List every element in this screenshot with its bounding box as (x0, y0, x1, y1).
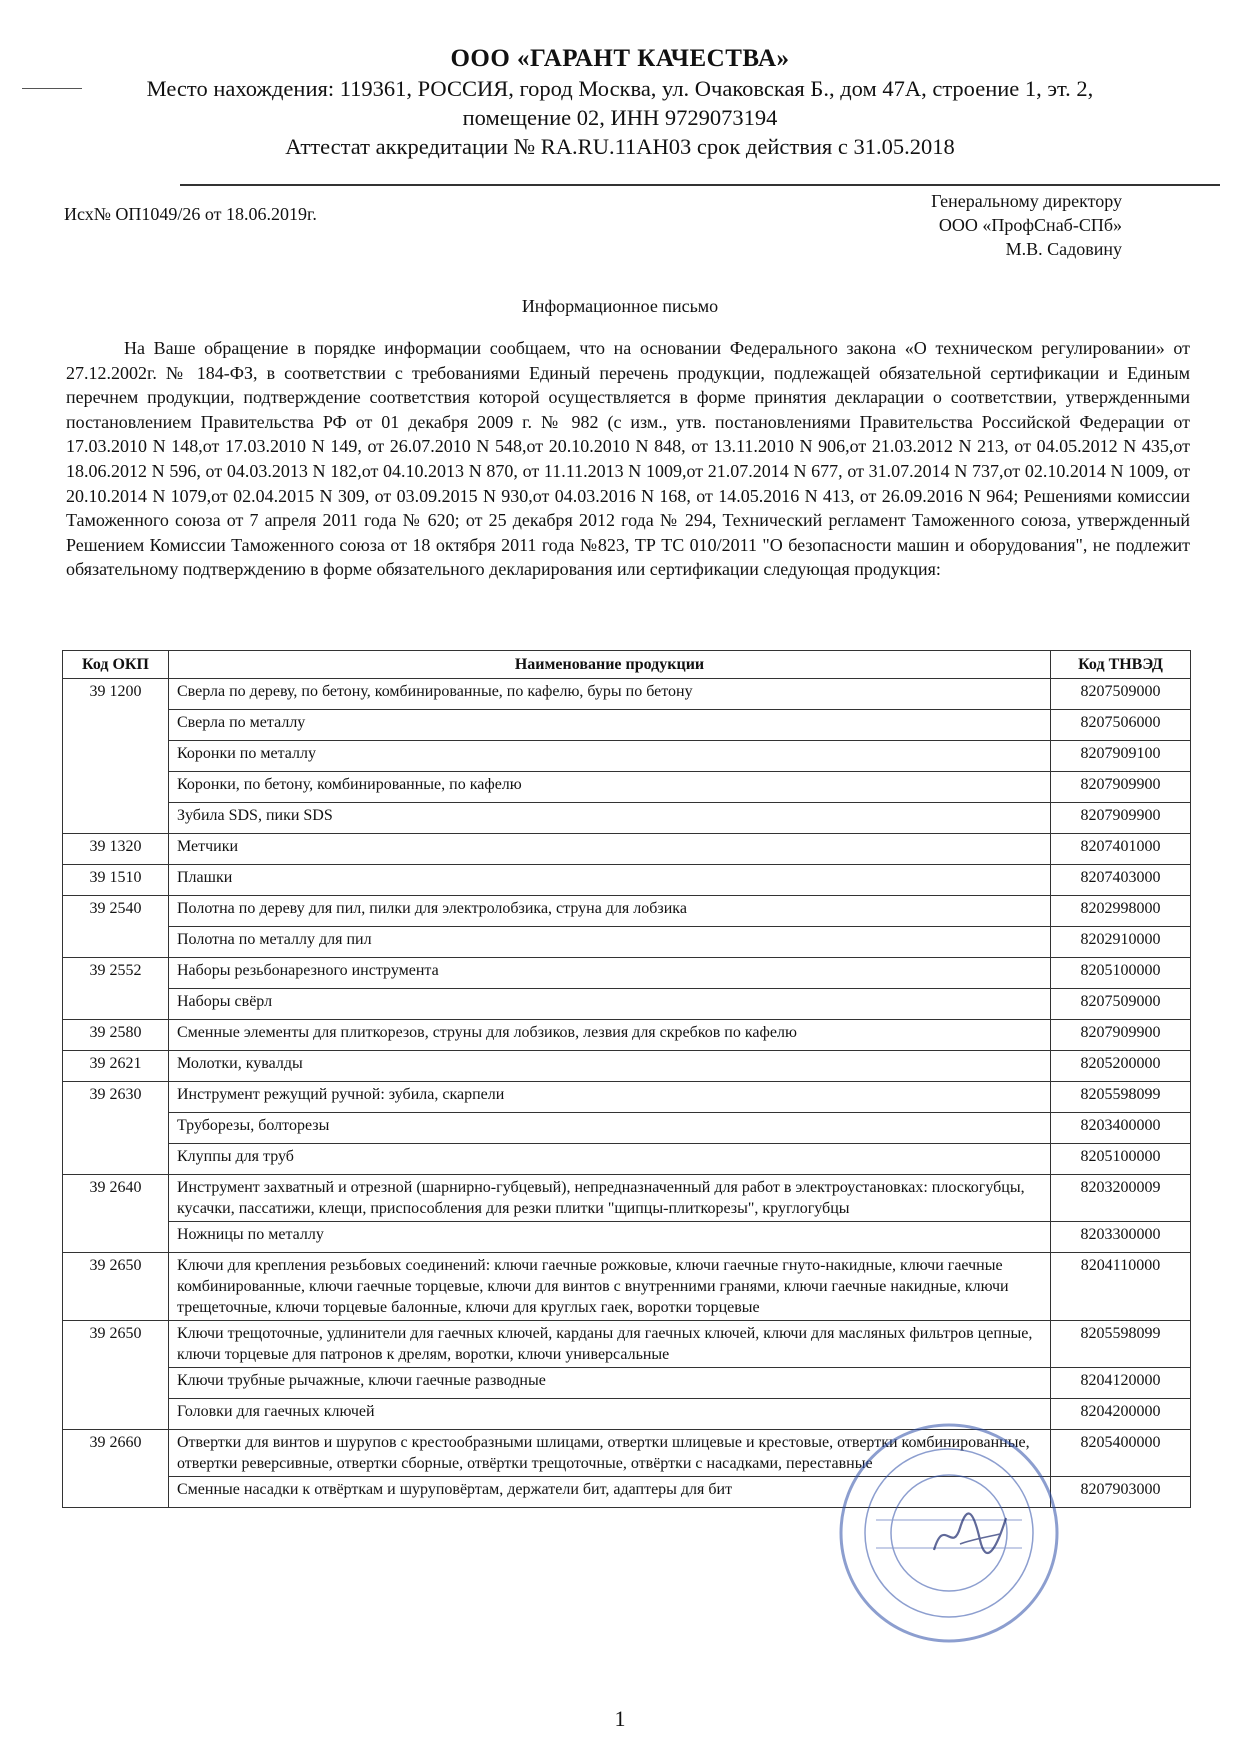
cell-tnved: 8207903000 (1051, 1477, 1191, 1508)
org-address-line-1: Место нахождения: 119361, РОССИЯ, город Москва, ул. Очаковская Б., дом 47А, строение 1, эт. 2, (146, 76, 1094, 101)
cell-okp (63, 1477, 169, 1508)
table-row (63, 1253, 1191, 1321)
page-number: 1 (614, 1706, 626, 1731)
cell-tnved: 8205100000 (1051, 958, 1191, 989)
cell-okp: 39 2630 (63, 1082, 169, 1113)
cell-product-name: Ключи трещоточные, удлинители для гаечных ключей, карданы для гаечных ключей, ключи для масляных фильтров цепные, ключи торцевые для патронов к дрелям, воротки, ключи универсальные (169, 1321, 1051, 1368)
cell-product-name: Сверла по дереву, по бетону, комбинированные, по кафелю, буры по бетону (169, 679, 1051, 710)
cell-product-name: Коронки по металлу (169, 741, 1051, 772)
cell-okp: 39 1200 (63, 679, 169, 710)
table-header-row (63, 651, 1191, 679)
letterhead (90, 44, 1150, 161)
cell-product-name: Труборезы, болторезы (169, 1113, 1051, 1144)
cell-tnved: 8205200000 (1051, 1051, 1191, 1082)
cell-okp: 39 2540 (63, 896, 169, 927)
cell-okp (63, 1144, 169, 1175)
recipient-name: М.В. Садовину (1005, 239, 1122, 259)
cell-okp (63, 927, 169, 958)
table-row (63, 1477, 1191, 1508)
cell-tnved: 8207909900 (1051, 772, 1191, 803)
table-row (63, 927, 1191, 958)
col-header-name: Наименование продукции (169, 651, 1051, 679)
cell-okp: 39 1320 (63, 834, 169, 865)
table-row (63, 803, 1191, 834)
cell-product-name: Полотна по металлу для пил (169, 927, 1051, 958)
cell-product-name: Метчики (169, 834, 1051, 865)
cell-product-name: Ножницы по металлу (169, 1222, 1051, 1253)
recipient-company: ООО «ПрофСнаб-СПб» (938, 215, 1122, 235)
cell-okp (63, 803, 169, 834)
cell-okp: 39 2552 (63, 958, 169, 989)
cell-okp (63, 1222, 169, 1253)
org-address-line-2: помещение 02, ИНН 9729073194 (462, 105, 778, 130)
cell-product-name: Ключи трубные рычажные, ключи гаечные разводные (169, 1368, 1051, 1399)
cell-product-name: Клуппы для труб (169, 1144, 1051, 1175)
table-row (63, 958, 1191, 989)
org-name: ООО «ГАРАНТ КАЧЕСТВА» (450, 45, 790, 72)
cell-tnved: 8202998000 (1051, 896, 1191, 927)
cell-okp: 39 2650 (63, 1253, 169, 1321)
cell-tnved: 8205100000 (1051, 1144, 1191, 1175)
cell-tnved: 8204200000 (1051, 1399, 1191, 1430)
cell-tnved: 8205400000 (1051, 1430, 1191, 1477)
table-row (63, 1430, 1191, 1477)
cell-okp: 39 2660 (63, 1430, 169, 1477)
table-row (63, 1082, 1191, 1113)
cell-okp (63, 1113, 169, 1144)
table-row (63, 710, 1191, 741)
cell-okp: 39 2650 (63, 1321, 169, 1368)
table-row (63, 1144, 1191, 1175)
cell-tnved: 8203200009 (1051, 1175, 1191, 1222)
table-row (63, 896, 1191, 927)
cell-okp (63, 1399, 169, 1430)
cell-tnved: 8207403000 (1051, 865, 1191, 896)
cell-product-name: Сверла по металлу (169, 710, 1051, 741)
cell-tnved: 8203400000 (1051, 1113, 1191, 1144)
letter-body (66, 336, 1190, 582)
table-row (63, 1321, 1191, 1368)
cell-product-name: Инструмент режущий ручной: зубила, скарпели (169, 1082, 1051, 1113)
col-header-okp: Код ОКП (63, 651, 169, 679)
cell-okp (63, 1368, 169, 1399)
cell-tnved: 8207509000 (1051, 679, 1191, 710)
cell-tnved: 8204110000 (1051, 1253, 1191, 1321)
header-divider (180, 184, 1220, 186)
cell-tnved: 8207909100 (1051, 741, 1191, 772)
cell-okp: 39 2580 (63, 1020, 169, 1051)
cell-tnved: 8207401000 (1051, 834, 1191, 865)
org-accreditation: Аттестат аккредитации № RA.RU.11АН03 срок действия с 31.05.2018 (285, 134, 955, 159)
letter-body-text: На Ваше обращение в порядке информации сообщаем, что на основании Федерального закона «О техническом регулировании» от 27.12.2002г. № 184-ФЗ, в соответствии с требованиями Единый перечень продукции, подлежащей обязательной сертификации и Единым перечнем продукции, подтверждение соответствия которой осуществляется в форме принятия декларации о соответствии, утвержденными постановлением Правительства РФ от 01 декабря 2009 г. № 982 (с изм., утв. постановлениями Правительства Российской Федерации от 17.03.2010 N 148,от 17.03.2010 N 149, от 26.07.2010 N 548,от 20.10.2010 N 848, от 13.11.2010 N 906,от 21.03.2012 N 213, от 04.05.2012 N 435,от 18.06.2012 N 596, от 04.03.2013 N 182,от 04.10.2013 N 870, от 11.11.2013 N 1009,от 21.07.2014 N 677, от 31.07.2014 N 737,от 02.10.2014 N 1009, от 20.10.2014 N 1079,от 02.04.2015 N 309, от 03.09.2015 N 930,от 04.03.2016 N 168, от 14.05.2016 N 413, от 26.09.2016 N 964; Решениями комиссии Таможенного союза от 7 апреля 2011 года № 620; от 25 декабря 2012 года № 294, Технический регламент Таможенного союза, утвержденный Решением Комиссии Таможенного союза от 18 октября 2011 года №823, ТР ТС 010/2011 "О безопасности машин и оборудования", не подлежит обязательному подтверждению в форме обязательного декларирования или сертификации следующая продукция: (66, 338, 1190, 580)
recipient-position: Генеральному директору (931, 191, 1122, 211)
cell-okp: 39 2621 (63, 1051, 169, 1082)
table-row (63, 989, 1191, 1020)
handwritten-signature (930, 1510, 1010, 1560)
letter-title: Информационное письмо (521, 296, 719, 316)
cell-product-name: Сменные насадки к отвёрткам и шуруповёртам, держатели бит, адаптеры для бит (169, 1477, 1051, 1508)
cell-product-name: Наборы резьбонарезного инструмента (169, 958, 1051, 989)
cell-okp (63, 989, 169, 1020)
cell-product-name: Плашки (169, 865, 1051, 896)
cell-product-name: Головки для гаечных ключей (169, 1399, 1051, 1430)
cell-product-name: Зубила SDS, пики SDS (169, 803, 1051, 834)
cell-okp (63, 741, 169, 772)
table-row (63, 1222, 1191, 1253)
cell-okp: 39 1510 (63, 865, 169, 896)
table-row (63, 1368, 1191, 1399)
cell-tnved: 8205598099 (1051, 1082, 1191, 1113)
cell-product-name: Ключи для крепления резьбовых соединений: ключи гаечные рожковые, ключи гаечные гнуто-накидные, ключи гаечные комбинированные, ключи гаечные торцевые, ключи для винтов с внутренними гранями, ключи гаечные накидные, ключи трещеточные, ключи торцевые балонные, ключи для круглых гаек, воротки торцевые (169, 1253, 1051, 1321)
cell-product-name: Коронки, по бетону, комбинированные, по кафелю (169, 772, 1051, 803)
recipient-block (760, 189, 1122, 261)
cell-tnved: 8207509000 (1051, 989, 1191, 1020)
cell-tnved: 8207506000 (1051, 710, 1191, 741)
col-header-tnved: Код ТНВЭД (1051, 651, 1191, 679)
table-row (63, 1399, 1191, 1430)
cell-okp: 39 2640 (63, 1175, 169, 1222)
products-table (62, 650, 1191, 1508)
cell-product-name: Инструмент захватный и отрезной (шарнирно-губцевый), непредназначенный для работ в электроустановках: плоскогубцы, кусачки, пассатижи, клещи, приспособления для резки плитки "щипцы-плиткорезы", круглогубцы (169, 1175, 1051, 1222)
cell-product-name: Сменные элементы для плиткорезов, струны для лобзиков, лезвия для скребков по кафелю (169, 1020, 1051, 1051)
cell-tnved: 8204120000 (1051, 1368, 1191, 1399)
cell-product-name: Молотки, кувалды (169, 1051, 1051, 1082)
cell-tnved: 8207909900 (1051, 1020, 1191, 1051)
cell-product-name: Отвертки для винтов и шурупов с крестообразными шлицами, отвертки шлицевые и крестовые, отвертки комбинированные, отвертки реверсивные, отвертки сборные, отвёртки трещоточные, отвёртки с насадками, переставные (169, 1430, 1051, 1477)
cell-tnved: 8205598099 (1051, 1321, 1191, 1368)
table-row (63, 1051, 1191, 1082)
table-row (63, 1113, 1191, 1144)
outgoing-reference: Исх№ ОП1049/26 от 18.06.2019г. (64, 204, 317, 224)
scan-artifact-line (22, 88, 82, 89)
cell-product-name: Наборы свёрл (169, 989, 1051, 1020)
table-row (63, 865, 1191, 896)
table-row (63, 679, 1191, 710)
table-row (63, 1020, 1191, 1051)
cell-tnved: 8207909900 (1051, 803, 1191, 834)
cell-okp (63, 772, 169, 803)
cell-tnved: 8202910000 (1051, 927, 1191, 958)
cell-tnved: 8203300000 (1051, 1222, 1191, 1253)
table-row (63, 834, 1191, 865)
table-row (63, 741, 1191, 772)
table-row (63, 1175, 1191, 1222)
table-body (63, 679, 1191, 1508)
table-row (63, 772, 1191, 803)
cell-okp (63, 710, 169, 741)
cell-product-name: Полотна по дереву для пил, пилки для электролобзика, струна для лобзика (169, 896, 1051, 927)
